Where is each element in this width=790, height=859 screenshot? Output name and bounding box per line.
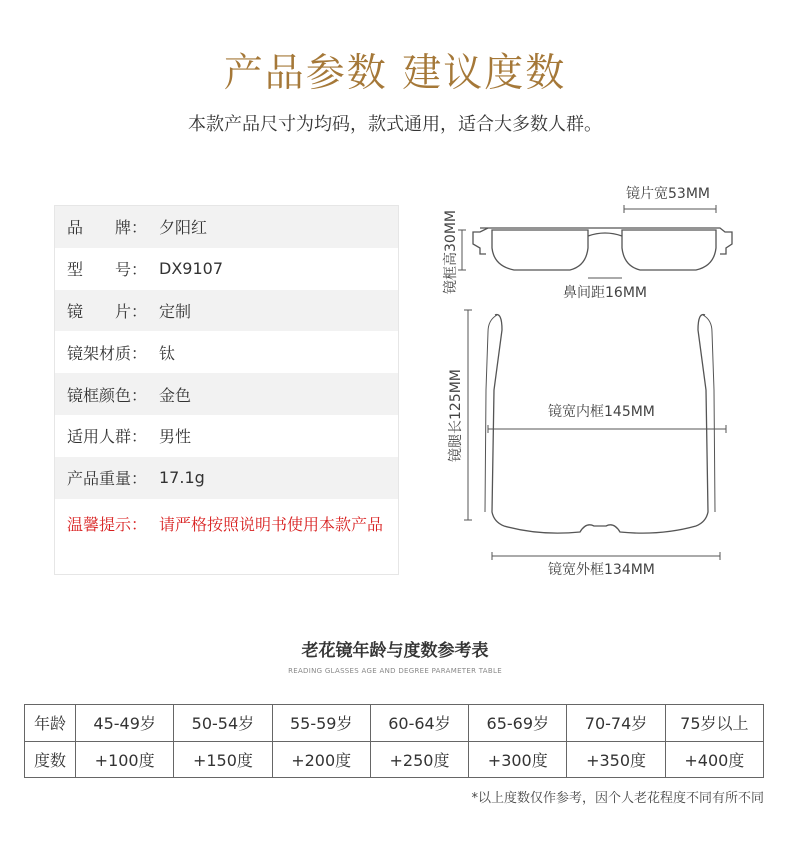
reference-footnote: *以上度数仅作参考，因个人老花程度不同有所不同 [471,791,764,806]
frame-top-bar [480,228,732,254]
spec-label: 适用人群： [67,427,148,447]
outer-width-label: 镜宽外框134MM [548,562,655,578]
reference-table-title: 老花镜年龄与度数参考表 [301,641,489,661]
degree-cell: +250度 [370,741,468,778]
inner-width-label: 镜宽内框145MM [548,404,655,420]
right-lens [622,230,716,270]
spec-label: 镜框颜色： [67,385,148,405]
spec-row-material [55,331,398,373]
spec-row-lens [55,290,398,332]
page-subtitle: 本款产品尺寸为均码，款式通用，适合大多数人群。 [188,114,602,135]
warning-text: 请严格按照说明书使用本款产品 [159,514,384,534]
warning-notice [55,499,398,538]
frame-height-label: 镜框高30MM [443,210,459,294]
row-header-degree: 度数 [25,741,76,778]
right-temple [696,315,708,526]
spec-label: 镜 片： [67,301,148,321]
degree-cell: +100度 [76,741,174,778]
age-cell: 75岁以上 [665,705,763,742]
left-temple [492,315,504,526]
degree-cell: +400度 [665,741,763,778]
glasses-dimension-diagram [430,170,760,590]
glasses-top-view [485,315,715,534]
page-title: 产品参数 建议度数 [223,51,567,96]
spec-label: 产品重量： [67,469,148,489]
spec-value: 男性 [159,427,192,447]
age-cell: 55-59岁 [272,705,370,742]
temple-length-label: 镜腿长125MM [448,369,464,462]
spec-label: 镜架材质： [67,343,148,363]
spec-label: 品 牌： [67,218,148,238]
degree-cell: +300度 [469,741,567,778]
spec-value: 金色 [159,385,192,405]
spec-row-weight [55,457,398,499]
age-cell: 60-64岁 [370,705,468,742]
table-row-age [25,705,764,742]
spec-row-audience [55,415,398,457]
spec-row-brand [55,206,398,248]
table-row-degree [25,741,764,778]
glasses-diagram-svg [430,170,760,590]
bridge-label: 鼻间距16MM [563,285,647,301]
glasses-front-view [473,228,732,270]
lens-width-label: 镜片宽53MM [626,186,710,202]
spec-value: 钛 [159,343,176,363]
row-header-age: 年龄 [25,705,76,742]
spec-value: 17.1g [159,468,205,488]
frame-left-hinge [473,228,488,254]
degree-cell: +150度 [174,741,272,778]
spec-value: DX9107 [159,259,223,279]
spec-value: 夕阳红 [159,218,208,238]
age-cell: 70-74岁 [567,705,665,742]
age-cell: 50-54岁 [174,705,272,742]
age-cell: 65-69岁 [469,705,567,742]
age-cell: 45-49岁 [76,705,174,742]
spec-row-color [55,373,398,415]
degree-cell: +350度 [567,741,665,778]
reference-table-subtitle: READING GLASSES AGE AND DEGREE PARAMETER TABLE [288,667,502,675]
spec-value: 定制 [159,301,192,321]
nose-bridge [588,233,622,236]
age-degree-table [24,704,764,778]
spec-row-model [55,248,398,290]
spec-table [54,205,399,575]
degree-cell: +200度 [272,741,370,778]
left-lens [492,230,588,270]
front-frame-top [504,525,696,533]
spec-label: 型 号： [67,260,148,280]
warning-label: 温馨提示： [67,514,148,534]
